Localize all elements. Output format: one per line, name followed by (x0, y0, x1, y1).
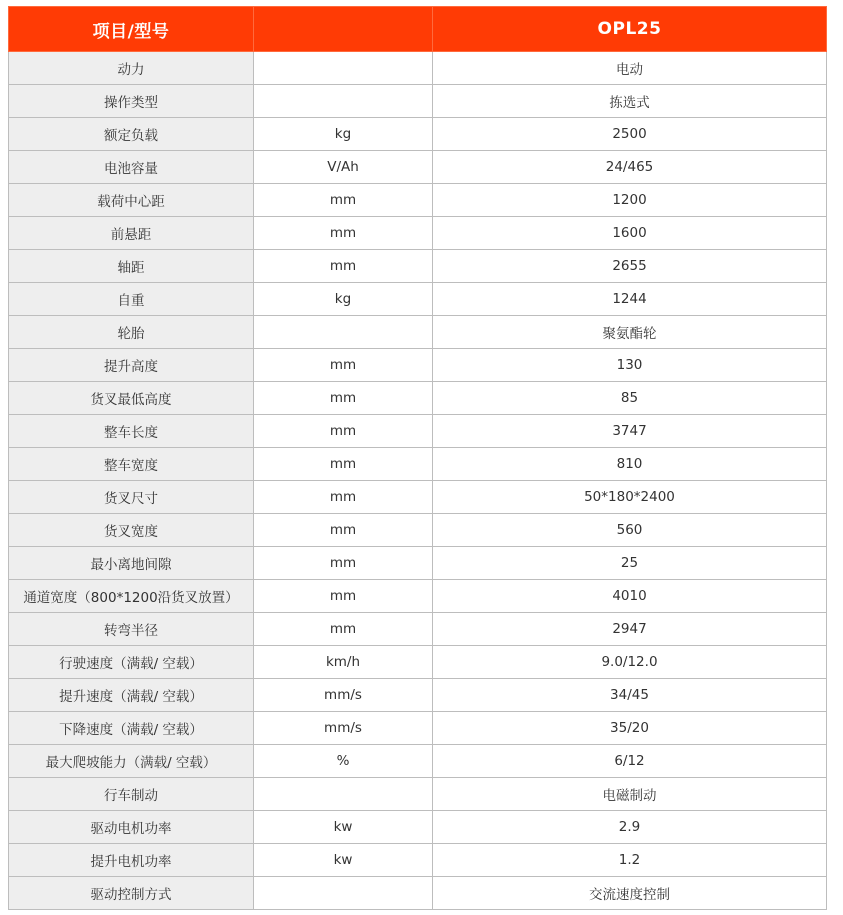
spec-value-cell: 810 (433, 448, 827, 481)
spec-value-cell: 拣选式 (433, 85, 827, 118)
spec-unit-cell: kg (254, 118, 433, 151)
spec-unit-cell: mm/s (254, 679, 433, 712)
spec-unit-cell (254, 877, 433, 910)
table-row (9, 52, 827, 85)
spec-item-cell: 行驶速度（满载/ 空载） (9, 646, 254, 679)
spec-unit-cell: mm (254, 349, 433, 382)
table-row (9, 514, 827, 547)
spec-unit-cell: mm (254, 580, 433, 613)
spec-value-cell: 电动 (433, 52, 827, 85)
spec-unit-cell: mm/s (254, 712, 433, 745)
spec-item-cell: 驱动控制方式 (9, 877, 254, 910)
table-row (9, 316, 827, 349)
spec-value-cell: 3747 (433, 415, 827, 448)
spec-value-cell: 85 (433, 382, 827, 415)
header-model-value: OPL25 (433, 7, 827, 52)
spec-item-cell: 行车制动 (9, 778, 254, 811)
spec-value-cell: 560 (433, 514, 827, 547)
spec-value-cell: 35/20 (433, 712, 827, 745)
spec-item-cell: 通道宽度（800*1200沿货叉放置） (9, 580, 254, 613)
spec-unit-cell: mm (254, 613, 433, 646)
spec-unit-cell: mm (254, 415, 433, 448)
spec-value-cell: 25 (433, 547, 827, 580)
spec-value-cell: 1600 (433, 217, 827, 250)
spec-value-cell: 50*180*2400 (433, 481, 827, 514)
header-unit (254, 7, 433, 52)
spec-value-cell: 聚氨酯轮 (433, 316, 827, 349)
table-row (9, 547, 827, 580)
spec-value-cell: 34/45 (433, 679, 827, 712)
spec-unit-cell: kw (254, 811, 433, 844)
table-row (9, 844, 827, 877)
spec-unit-cell: V/Ah (254, 151, 433, 184)
spec-item-cell: 货叉宽度 (9, 514, 254, 547)
spec-item-cell: 货叉最低高度 (9, 382, 254, 415)
table-row (9, 151, 827, 184)
table-row (9, 184, 827, 217)
table-row (9, 745, 827, 778)
table-row (9, 679, 827, 712)
spec-value-cell: 2500 (433, 118, 827, 151)
spec-unit-cell: mm (254, 481, 433, 514)
spec-value-cell: 1200 (433, 184, 827, 217)
spec-unit-cell: kg (254, 283, 433, 316)
spec-unit-cell (254, 85, 433, 118)
spec-value-cell: 2655 (433, 250, 827, 283)
spec-item-cell: 提升速度（满载/ 空载） (9, 679, 254, 712)
spec-value-cell: 2947 (433, 613, 827, 646)
spec-value-cell: 1.2 (433, 844, 827, 877)
spec-item-cell: 转弯半径 (9, 613, 254, 646)
spec-unit-cell: mm (254, 448, 433, 481)
spec-item-cell: 货叉尺寸 (9, 481, 254, 514)
spec-item-cell: 最小离地间隙 (9, 547, 254, 580)
table-row (9, 811, 827, 844)
spec-unit-cell: mm (254, 184, 433, 217)
table-row (9, 613, 827, 646)
spec-value-cell: 130 (433, 349, 827, 382)
table-row (9, 217, 827, 250)
table-row (9, 646, 827, 679)
spec-item-cell: 下降速度（满载/ 空载） (9, 712, 254, 745)
spec-item-cell: 自重 (9, 283, 254, 316)
spec-unit-cell (254, 316, 433, 349)
spec-item-cell: 额定负载 (9, 118, 254, 151)
spec-value-cell: 4010 (433, 580, 827, 613)
spec-value-cell: 1244 (433, 283, 827, 316)
table-row (9, 580, 827, 613)
table-row (9, 481, 827, 514)
spec-unit-cell (254, 778, 433, 811)
spec-item-cell: 整车宽度 (9, 448, 254, 481)
spec-unit-cell: mm (254, 217, 433, 250)
header-item-model: 项目/型号 (9, 7, 254, 52)
spec-value-cell: 2.9 (433, 811, 827, 844)
spec-value-cell: 9.0/12.0 (433, 646, 827, 679)
spec-item-cell: 操作类型 (9, 85, 254, 118)
spec-table-body (9, 52, 827, 910)
table-row (9, 778, 827, 811)
spec-item-cell: 整车长度 (9, 415, 254, 448)
table-row (9, 712, 827, 745)
spec-item-cell: 提升高度 (9, 349, 254, 382)
spec-item-cell: 轮胎 (9, 316, 254, 349)
spec-item-cell: 驱动电机功率 (9, 811, 254, 844)
spec-unit-cell: kw (254, 844, 433, 877)
spec-item-cell: 前悬距 (9, 217, 254, 250)
table-row (9, 250, 827, 283)
spec-value-cell: 电磁制动 (433, 778, 827, 811)
spec-item-cell: 动力 (9, 52, 254, 85)
spec-item-cell: 载荷中心距 (9, 184, 254, 217)
spec-item-cell: 电池容量 (9, 151, 254, 184)
spec-item-cell: 提升电机功率 (9, 844, 254, 877)
table-row (9, 877, 827, 910)
spec-value-cell: 6/12 (433, 745, 827, 778)
spec-sheet (8, 6, 826, 910)
table-row (9, 415, 827, 448)
table-row (9, 382, 827, 415)
spec-unit-cell: mm (254, 514, 433, 547)
table-row (9, 85, 827, 118)
table-row (9, 448, 827, 481)
header-row (9, 7, 827, 52)
spec-unit-cell (254, 52, 433, 85)
spec-table (8, 6, 827, 910)
table-row (9, 349, 827, 382)
table-row (9, 283, 827, 316)
spec-item-cell: 最大爬坡能力（满载/ 空载） (9, 745, 254, 778)
spec-unit-cell: km/h (254, 646, 433, 679)
spec-value-cell: 24/465 (433, 151, 827, 184)
spec-unit-cell: mm (254, 547, 433, 580)
spec-unit-cell: % (254, 745, 433, 778)
table-row (9, 118, 827, 151)
spec-unit-cell: mm (254, 382, 433, 415)
spec-value-cell: 交流速度控制 (433, 877, 827, 910)
spec-unit-cell: mm (254, 250, 433, 283)
spec-item-cell: 轴距 (9, 250, 254, 283)
